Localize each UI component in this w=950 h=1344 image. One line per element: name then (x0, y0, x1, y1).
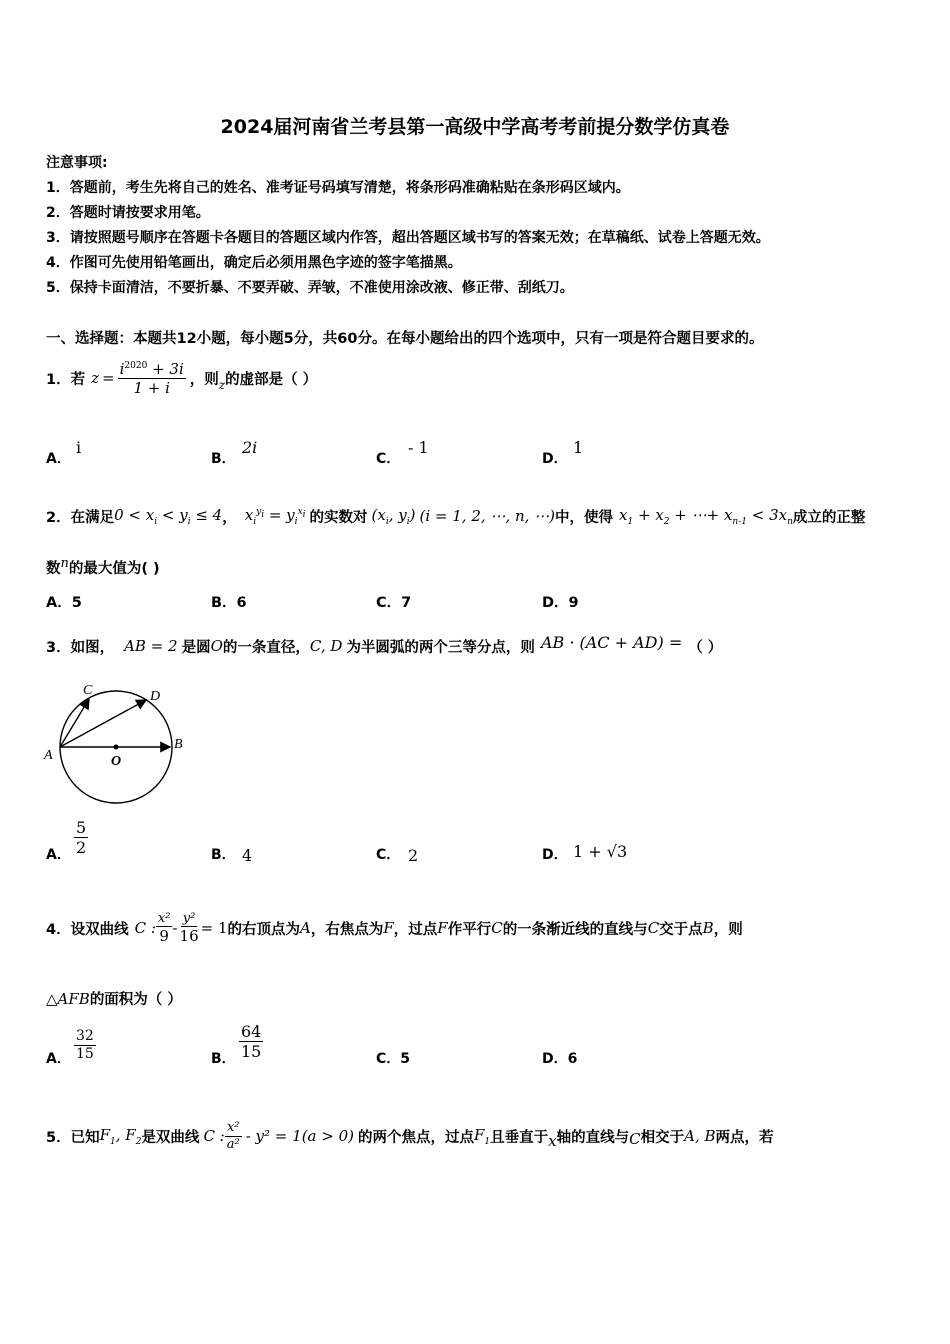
q1-eq: = (102, 369, 115, 387)
q4-b-den: 15 (241, 1042, 262, 1062)
q4-minus: - (172, 919, 178, 937)
q5-t1: 是双曲线 (141, 1129, 200, 1146)
q5-f: F (99, 1125, 111, 1144)
q4-option-b (239, 1022, 263, 1061)
q3-option-a (74, 818, 88, 857)
q3-prefix: 3．如图， (46, 639, 115, 656)
q1-num: i (119, 359, 125, 378)
q4-option-b-label: B． (211, 1051, 236, 1067)
q3-o: O (210, 637, 223, 655)
q5-fd: a² (226, 1136, 240, 1152)
q2-m2: x (244, 505, 254, 524)
q4-f1n: x² (157, 910, 171, 926)
q4-t4: 作平行 (447, 921, 492, 938)
center-point (114, 745, 119, 750)
q5-F1: F (474, 1125, 485, 1144)
q4-C2: C (491, 919, 503, 937)
q2-m3: (x (371, 505, 386, 524)
q2-m1: 0 < x (114, 505, 155, 524)
q4-option-d: D．6 (542, 1051, 578, 1067)
q2-n: n (60, 556, 69, 571)
q1-mid: ，则 (189, 371, 219, 388)
q2-m5: x (619, 505, 628, 524)
q4-C3: C (647, 919, 660, 937)
q2-m1b: < y (157, 505, 188, 524)
q1-z2: z (218, 378, 226, 392)
q3-option-c-label: C． (376, 847, 401, 863)
q2-m4: (i = 1, 2, ⋯, n, ⋯) (419, 507, 555, 525)
question-2: 2．在满足 $0 < x_i < y_i \le 4$ ， $x_i^{y_i} = y_i^{x_i}$ 的实数对 ($x_i$, $y_i$) (i = 1, 2, ⋯, n, ⋯) 中，使得 $x_1 + x_2$ + ⋯+ $x_{n-1} < 3x_n$ 成立的正整 (46, 505, 866, 527)
notice-item-2: 2．答题时请按要求用笔。 (46, 205, 210, 221)
label-a: A (44, 748, 53, 763)
q2-option-d: D．9 (542, 595, 579, 611)
q5-fn: x² (226, 1119, 240, 1135)
q2-m3b: , y (388, 505, 407, 524)
q4-t3: ，过点 (393, 921, 438, 938)
q4-a-den: 15 (76, 1045, 94, 1062)
q4-options (46, 1022, 746, 1072)
q1-option-a-label: A． (46, 451, 71, 467)
q2-t3: 中，使得 (555, 509, 613, 526)
q4-A: A (300, 919, 311, 937)
q5-t3: 且垂直于 (490, 1129, 549, 1146)
question-4 (46, 900, 743, 956)
q4-c: C : (134, 919, 156, 937)
label-d: D (150, 689, 161, 704)
q3-options (46, 816, 746, 866)
q3-cd: C, D (309, 637, 343, 655)
q4-F: F (383, 919, 394, 937)
q2-prefix: 2．在满足 (46, 509, 115, 526)
q4-f2d: 16 (179, 927, 199, 946)
q5-prefix: 5．已知 (46, 1129, 100, 1146)
vector-ad (60, 700, 146, 747)
q2-comma: ， (222, 509, 237, 526)
q2-m5c: + ⋯+ x (669, 505, 733, 524)
q3-option-b-label: B． (211, 847, 236, 863)
q4-prefix: 4．设双曲线 (46, 921, 129, 938)
q5-f2: , F (115, 1125, 136, 1144)
q5-frac (225, 1120, 242, 1152)
q2-option-b: B．6 (211, 595, 247, 611)
q3-option-d-label: D． (542, 847, 568, 863)
q1-z: z (91, 369, 99, 387)
q4-frac2 (178, 911, 201, 946)
q5-C2: C (629, 1130, 641, 1148)
q4-f1d: 9 (159, 927, 169, 946)
q5-t2: 的两个焦点，过点 (358, 1129, 474, 1146)
q4-t6: 交于点 (659, 921, 703, 938)
q5-t6: 两点，若 (715, 1129, 774, 1146)
q4-frac1 (156, 911, 173, 946)
q4-eq1: = 1 (200, 919, 228, 937)
q1-suffix: 的虚部是（ ） (225, 371, 318, 388)
q1-option-b: 2i (242, 438, 258, 457)
q3-a-num: 5 (76, 818, 87, 837)
q1-den: 1 + i (133, 378, 170, 397)
q2-m5b: + x (633, 505, 664, 524)
q5-AB: A, B (684, 1127, 716, 1145)
q4-line2b: 的面积为（ ） (89, 992, 182, 1008)
label-b: B (174, 737, 183, 752)
q1-option-b-label: B． (211, 451, 236, 467)
q1-option-a: i (76, 438, 82, 457)
q5-x: x (548, 1132, 557, 1150)
q4-option-a-label: A． (46, 1051, 71, 1067)
q4-triangle: △AFB (46, 990, 90, 1008)
q5-t4: 轴的直线与 (556, 1129, 630, 1146)
q3-t3: 为半圆弧的两个三等分点，则 (346, 639, 535, 656)
q2-m5d: < 3x (747, 505, 788, 524)
section-heading: 一、选择题：本题共12小题，每小题5分，共60分。在每小题给出的四个选项中，只有一项是符合题目要求的。 (46, 331, 764, 347)
q2-line2a: 数 (46, 560, 61, 577)
q1-option-d-label: D． (542, 451, 568, 467)
q4-t2: ，右焦点为 (310, 921, 384, 938)
q5-c: C : (203, 1127, 225, 1145)
q3-option-b: 4 (242, 846, 253, 865)
notice-item-1: 1．答题前，考生先将自己的姓名、准考证号码填写清楚，将条形码准确粘贴在条形码区域内。 (46, 180, 630, 196)
q4-option-c: C．5 (376, 1051, 411, 1067)
q4-option-a (74, 1028, 96, 1063)
q3-circle-figure (40, 675, 200, 815)
question-2-line2 (46, 556, 160, 578)
q2-t4: 成立的正整 (792, 509, 866, 526)
q3-expr: AB · (AC + AD) = (540, 632, 683, 652)
q4-B: B (702, 919, 714, 937)
q3-t2: 的一条直径， (222, 639, 310, 656)
q2-m2b: = y (264, 505, 295, 524)
label-o: O (111, 754, 122, 769)
q4-a-num: 32 (76, 1028, 94, 1044)
notice-item-5: 5．保持卡面清洁，不要折暴、不要弄破、弄皱，不准使用涂改液、修正带、刮纸刀。 (46, 280, 574, 296)
q5-t5: 相交于 (640, 1129, 685, 1146)
q2-m1c: ≤ 4 (190, 505, 223, 524)
q3-ab: AB = 2 (124, 637, 178, 655)
notice-item-4: 4．作图可先使用铅笔画出，确定后必须用黑色字迹的签字笔描黑。 (46, 255, 462, 271)
q3-a-den: 2 (76, 838, 87, 858)
q1-fraction (118, 360, 186, 397)
notice-item-3: 3．请按照题号顺序在答题卡各题目的答题区域内作答，超出答题区域书写的答案无效；在草稿纸、试卷上答题无效。 (46, 230, 770, 246)
q4-t1: 的右顶点为 (227, 921, 301, 938)
question-1 (46, 352, 317, 404)
q4-F2: F (437, 919, 448, 937)
q3-suffix: （ ） (688, 639, 723, 656)
notice-heading: 注意事项: (46, 155, 108, 171)
q3-t1: 是圆 (181, 639, 211, 656)
q3-option-d: 1 + √3 (573, 842, 628, 861)
page-title: 2024届河南省兰考县第一高级中学高考考前提分数学仿真卷 (220, 116, 730, 138)
q1-num-sup: 2020 (124, 360, 148, 371)
q1-option-d: 1 (573, 438, 584, 457)
q2-option-c: C．7 (376, 595, 412, 611)
q4-f2n: y² (182, 910, 196, 926)
question-4-line2 (46, 988, 182, 1009)
q4-t5: 的一条渐近线的直线与 (502, 921, 648, 938)
q1-option-c-label: C． (376, 451, 401, 467)
q4-t7: ，则 (713, 921, 743, 938)
q5-rest: - y² = 1(a > 0) (245, 1127, 354, 1145)
q1-num-rest: + 3i (147, 359, 184, 378)
q3-option-a-label: A． (46, 847, 71, 863)
label-c: C (83, 683, 93, 698)
question-3 (46, 628, 722, 664)
question-5: 5．已知 $F_1$, $F_2$ 是双曲线 C : $\frac{\text{x²}}{\text{a²}}$ - y² = 1(a > 0) 的两个焦点，过点 $F_1$ 且垂直于 x 轴的直线与 C 相交于 A, B 两点，若 (46, 1119, 774, 1152)
q2-m3c: ) (409, 505, 416, 524)
q2-t2: 的实数对 (309, 509, 368, 526)
q1-prefix: 1．若 (46, 371, 86, 388)
q4-b-num: 64 (241, 1022, 262, 1041)
q1-option-c: - 1 (408, 438, 429, 457)
q2-line2b: 的最大值为( ) (68, 560, 160, 577)
q2-option-a: A．5 (46, 595, 82, 611)
q3-option-c: 2 (408, 846, 419, 865)
